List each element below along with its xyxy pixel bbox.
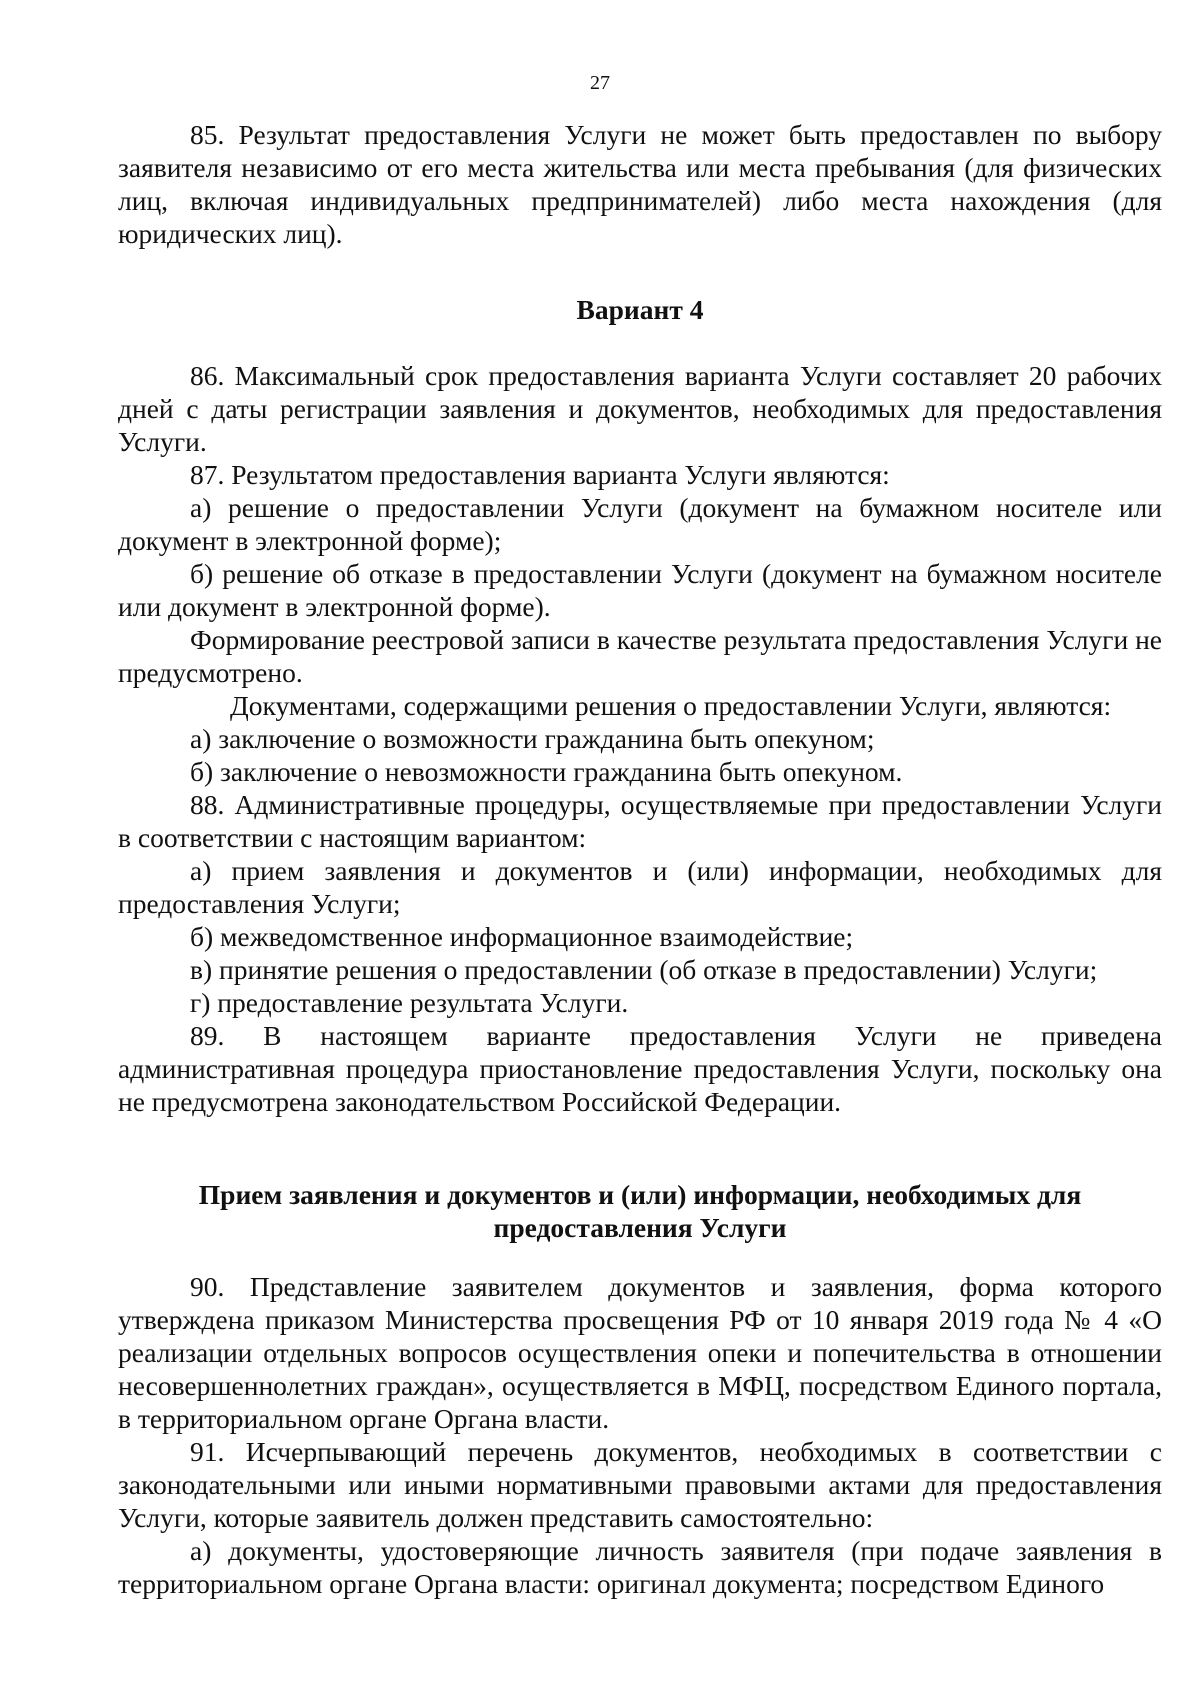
paragraph-88-item-c: в) принятие решения о предоставлении (об отказе в предоставлении) Услуги;	[190, 954, 1098, 985]
paragraph-87-item-b: б) решение об отказе в предоставлении Услуги (документ на бумажном носителе или документ в электронной форме).	[118, 558, 1162, 622]
paragraph-85: 85. Результат предоставления Услуги не может быть предоставлен по выбору заявителя независимо от его места жительства или места пребывания (для физических лиц, включая индивидуальных предпринимателей) либо места нахождения (для юридических лиц).	[118, 119, 1162, 249]
section-heading-reception-line-2: предоставления Услуги	[493, 1212, 787, 1243]
paragraph-89: 89. В настоящем варианте предоставления Услуги не приведена административная процедура приостановление предоставления Услуги, поскольку она не предусмотрена законодательством Российской Федерации.	[118, 1020, 1162, 1117]
section-heading-variant-4: Вариант 4	[576, 294, 704, 325]
paragraph-90: 90. Представление заявителем документов и заявления, форма которого утверждена приказом Министерства просвещения РФ от 10 января 2019 года № 4 «О реализации отдельных вопросов осуществления опеки и попечительства в отношении несовершеннолетних граждан», осуществляется в МФЦ, посредством Единого портала, в территориальном органе Органа власти.	[118, 1271, 1162, 1434]
section-heading-reception-line-1: Прием заявления и документов и (или) информации, необходимых для	[198, 1179, 1082, 1210]
paragraph-88: 88. Административные процедуры, осуществляемые при предоставлении Услуги в соответствии с настоящим вариантом:	[118, 789, 1162, 853]
paragraph-87-registry-note: Формирование реестровой записи в качестве результата предоставления Услуги не предусмотрено.	[118, 624, 1162, 688]
paragraph-88-item-b: б) межведомственное информационное взаимодействие;	[190, 921, 854, 952]
document-body	[118, 118, 1162, 1600]
paragraph-87-item-a: а) решение о предоставлении Услуги (документ на бумажном носителе или документ в электронной форме);	[118, 492, 1162, 556]
page-number: 27	[590, 72, 610, 94]
paragraph-87-documents-item-a: а) заключение о возможности гражданина быть опекуном;	[190, 723, 875, 754]
paragraph-88-item-d: г) предоставление результата Услуги.	[190, 987, 629, 1018]
paragraph-87-documents: Документами, содержащими решения о предоставлении Услуги, являются:	[230, 690, 1112, 721]
paragraph-91: 91. Исчерпывающий перечень документов, необходимых в соответствии с законодательными или иными нормативными правовыми актами для предоставления Услуги, которые заявитель должен представить самостоятельно:	[118, 1436, 1162, 1533]
paragraph-91-item-a: а) документы, удостоверяющие личность заявителя (при подаче заявления в территориальном органе Органа власти: оригинал документа; посредством Единого	[118, 1535, 1162, 1599]
paragraph-87: 87. Результатом предоставления варианта Услуги являются:	[190, 459, 890, 490]
paragraph-86: 86. Максимальный срок предоставления варианта Услуги составляет 20 рабочих дней с даты регистрации заявления и документов, необходимых для предоставления Услуги.	[118, 360, 1162, 457]
paragraph-88-item-a: а) прием заявления и документов и (или) информации, необходимых для предоставления Услуги;	[118, 855, 1162, 919]
paragraph-87-documents-item-b: б) заключение о невозможности гражданина быть опекуном.	[190, 756, 903, 787]
